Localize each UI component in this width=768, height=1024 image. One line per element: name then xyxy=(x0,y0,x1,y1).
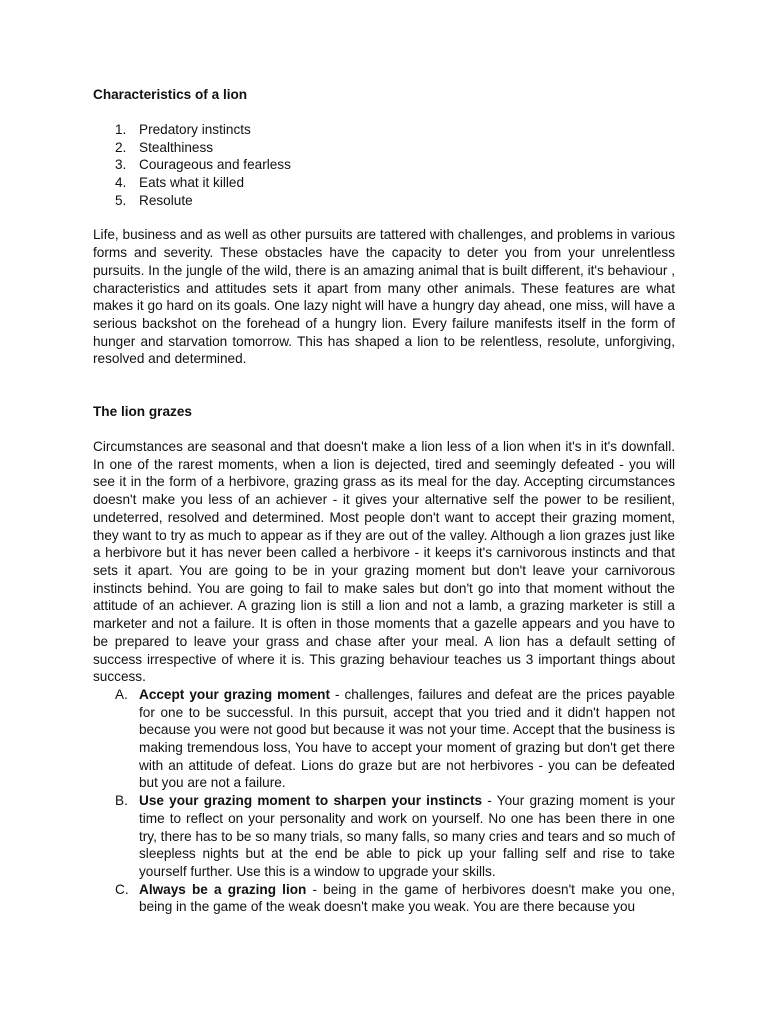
list-item-text: Eats what it killed xyxy=(139,175,245,191)
section-heading-characteristics: Characteristics of a lion xyxy=(93,87,248,102)
grazing-points-list xyxy=(93,686,675,916)
list-item-number: 2. xyxy=(115,139,127,155)
list-item xyxy=(93,156,675,174)
list-item-letter: A. xyxy=(115,686,128,702)
list-item-letter: C. xyxy=(115,881,129,897)
lion-grazes-paragraph: Circumstances are seasonal and that doesn't make a lion less of a lion when it's in it's downfall. In one of the rarest moments, when a lion is dejected, tired and seemingly defeated - you will see it in the form of a herbivore, grazing grass as its meal for the day. Accepting circumstances doesn't make you less of an achiever - it gives your alternative self the power to be resilient, undeterred, resolved and determined. Most people don't want to accept their grazing moment, they want to try as much to appear as if they are out of the valley. Although a lion grazes just like a herbivore but it has never been called a herbivore - it keeps it's carnivorous instincts and that sets it apart. You are going to be in your grazing moment but don't leave your carnivorous instincts behind. You are going to fail to make sales but don't go into that moment without the attitude of an achiever. A grazing lion is still a lion and not a lamb, a grazing marketer is still a marketer and not a failure. It is often in those moments that a gazelle appears and you have to be prepared to leave your grass and chase after your meal. A lion has a default setting of success irrespective of where it is. This grazing behaviour teaches us 3 important things about success. xyxy=(93,439,675,685)
point-title: Always be a grazing lion xyxy=(139,881,307,897)
list-item-text: Predatory instincts xyxy=(139,122,251,137)
list-item xyxy=(93,192,675,210)
list-item-text: Stealthiness xyxy=(139,139,214,155)
list-item-number: 4. xyxy=(115,175,127,191)
list-item xyxy=(93,139,675,157)
characteristics-list xyxy=(93,121,675,209)
point-text: - being in the game of herbivores doesn't make you one, being in the game of the weak doesn't make you weak. You are there because you xyxy=(139,881,675,915)
list-item xyxy=(93,174,675,192)
point-text: - Your grazing moment is your time to reflect on your personality and work on yourself. No one has been there in one try, there has to be so many trials, so many falls, so many cries and tears and so much of sleepless nights but at the end be able to pick up your falling self and rise to take yourself further. Use this is a window to upgrade your skills. xyxy=(139,793,676,879)
list-item xyxy=(93,792,675,881)
list-item-number: 3. xyxy=(115,157,127,173)
intro-paragraph: Life, business and as well as other pursuits are tattered with challenges, and problems in various forms and severity. These obstacles have the capacity to deter you from your unrelentless pursuits. In the jungle of the wild, there is an amazing animal that is built different, it's behaviour , characteristics and attitudes sets it apart from many other animals. These features are what makes it go hard on its goals. One lazy night will have a hungry day ahead, one miss, will have a serious backshot on the forehead of a hungry lion. Every failure manifests itself in the form of hunger and starvation tomorrow. This has shaped a lion to be relentless, resolute, unforgiving, resolved and determined. xyxy=(93,227,675,367)
section-heading-lion-grazes: The lion grazes xyxy=(93,404,192,420)
list-item-number: 5. xyxy=(115,192,127,208)
list-item xyxy=(93,881,675,916)
list-item-number: 1. xyxy=(115,122,127,137)
point-title: Use your grazing moment to sharpen your instincts xyxy=(139,793,483,809)
list-item-text: Resolute xyxy=(139,192,193,208)
list-item-letter: B. xyxy=(115,793,128,809)
document-page xyxy=(93,86,675,916)
point-title: Accept your grazing moment xyxy=(139,686,330,702)
list-item-text: Courageous and fearless xyxy=(139,157,291,173)
list-item xyxy=(93,121,675,139)
point-text: - challenges, failures and defeat are the prices payable for one to be successful. In this pursuit, accept that you tried and it didn't happen not because you were not good but because it was not your time. Accept that the business is making tremendous loss, You have to accept your moment of grazing but don't get there with an attitude of defeat. Lions do graze but are not herbivores - you can be defeated but you are not a failure. xyxy=(139,686,675,791)
list-item xyxy=(93,686,675,792)
